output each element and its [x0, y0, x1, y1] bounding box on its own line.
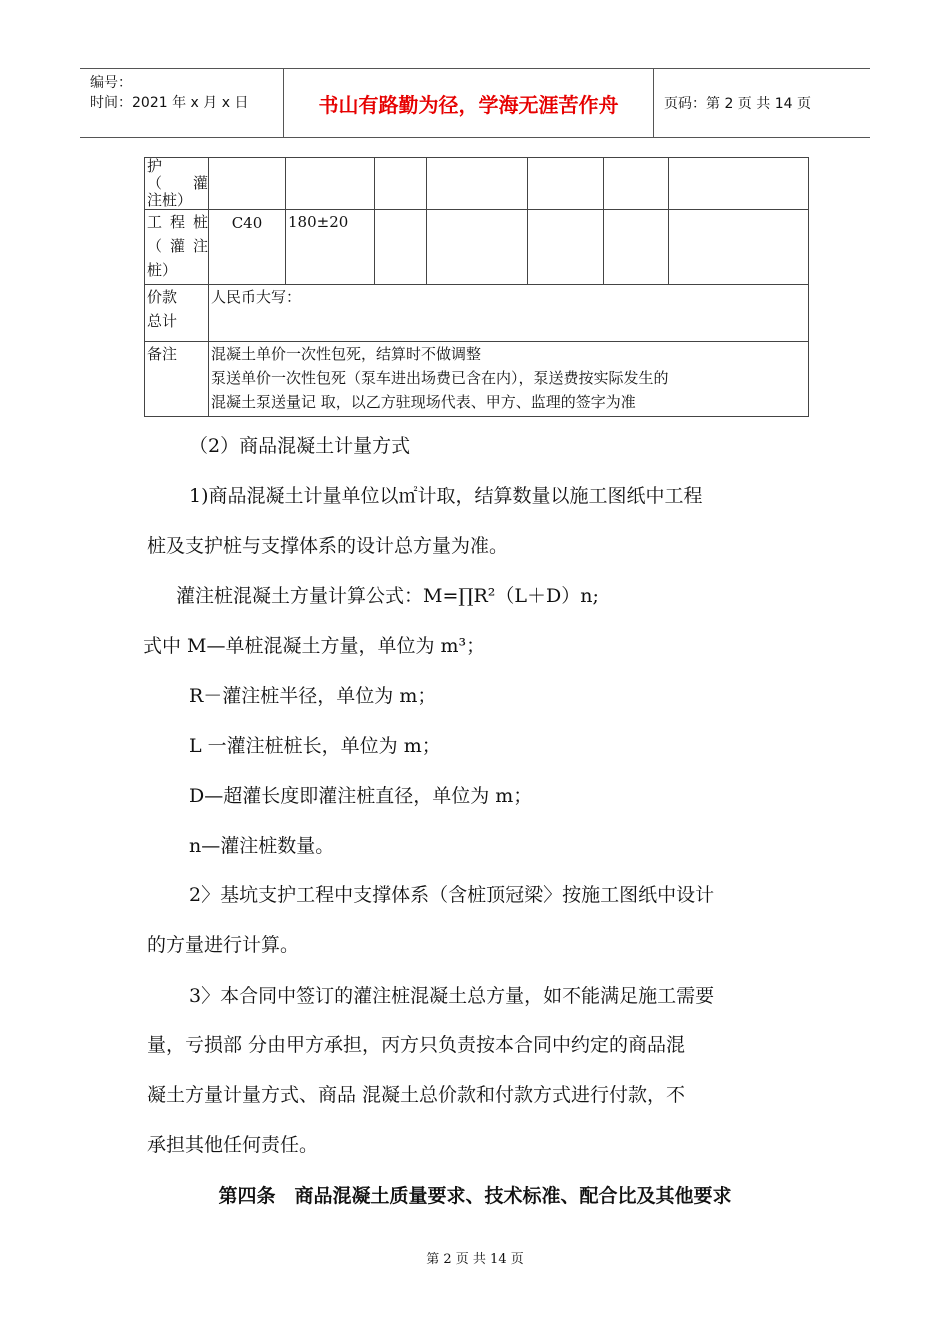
table-cell: C40: [209, 210, 286, 285]
table-cell: 人民币大写：: [209, 285, 809, 342]
header-divider: [653, 69, 654, 137]
table-cell: [528, 210, 604, 285]
article-heading: 第四条 商品混凝土质量要求、技术标准、配合比及其他要求: [218, 1185, 732, 1207]
cell-line: 价款: [147, 288, 178, 306]
header-motto: 书山有路勤为径，学海无涯苦作舟: [318, 92, 619, 117]
paragraph-line: R－灌注桩半径，单位为 m；: [189, 685, 437, 707]
section-heading: （2）商品混凝土计量方式: [189, 435, 411, 457]
table-cell: [375, 158, 427, 210]
document-number-label: 编号：: [90, 75, 132, 91]
paragraph-line: D—超灌长度即灌注桩直径，单位为 m；: [189, 785, 533, 807]
table-cell: [669, 158, 809, 210]
table-cell: [427, 158, 528, 210]
page-header: [80, 68, 870, 138]
table-cell: 180±20: [286, 210, 375, 285]
table-cell: [375, 210, 427, 285]
table-cell: [209, 158, 286, 210]
table-cell: [145, 285, 209, 342]
paragraph-line: 凝土方量计量方式、商品 混凝土总价款和付款方式进行付款，不: [147, 1084, 686, 1106]
table-cell: [528, 158, 604, 210]
table-row: [145, 342, 809, 417]
table-row: [145, 285, 809, 342]
table-cell: 备注: [145, 342, 209, 417]
table-cell: [145, 158, 209, 210]
table-cell: [427, 210, 528, 285]
paragraph-line: 2〉基坑支护工程中支撑体系（含桩顶冠梁〉按施工图纸中设计: [189, 884, 715, 906]
cell-line: 桩）: [147, 261, 178, 279]
table-cell: [209, 342, 809, 417]
paragraph-line: 的方量进行计算。: [147, 934, 300, 956]
cell-line: （灌注: [147, 237, 208, 255]
table-cell: [604, 158, 669, 210]
paragraph-line: 3〉本合同中签订的灌注桩混凝土总方量，如不能满足施工需要: [189, 985, 715, 1007]
table-cell: [145, 210, 209, 285]
paragraph-line: 1)商品混凝土计量单位以㎡计取，结算数量以施工图纸中工程: [189, 485, 703, 507]
header-meta: [90, 73, 280, 113]
table-cell: [604, 210, 669, 285]
remark-line: 混凝土单价一次性包死，结算时不做调整: [211, 345, 482, 363]
remark-line: 泵送单价一次性包死（泵车进出场费已含在内），泵送费按实际发生的: [211, 369, 669, 387]
table-row: [145, 158, 809, 210]
paragraph-line: 桩及支护桩与支撑体系的设计总方量为准。: [147, 535, 509, 557]
remark-line: 混凝土泵送量记 取，以乙方驻现场代表、甲方、监理的签字为准: [211, 393, 636, 411]
paragraph-line: 式中 M—单桩混凝土方量，单位为 m³；: [143, 635, 486, 657]
table-cell: [669, 210, 809, 285]
cell-line: （灌: [147, 174, 208, 192]
header-page-number: 页码：第 2 页 共 14 页: [664, 96, 811, 112]
paragraph-line: 承担其他任何责任。: [147, 1134, 319, 1156]
price-table: [144, 157, 809, 417]
cell-line: 护: [147, 157, 163, 175]
table-cell: [286, 158, 375, 210]
cell-line: 工程桩: [147, 213, 208, 231]
document-date-label: 时间：2021 年 x 月 x 日: [90, 95, 249, 111]
cell-line: 总计: [147, 312, 178, 330]
page-footer: 第 2 页 共 14 页: [426, 1252, 524, 1267]
table-row: [145, 210, 809, 285]
formula-line: 灌注桩混凝土方量计算公式：M=∏R²（L＋D）n;: [176, 585, 599, 607]
paragraph-line: n—灌注桩数量。: [189, 835, 335, 857]
paragraph-line: 量，亏损部 分由甲方承担，丙方只负责按本合同中约定的商品混: [147, 1034, 686, 1056]
paragraph-line: L 一灌注桩桩长，单位为 m；: [189, 735, 441, 757]
cell-line: 注桩）: [147, 191, 193, 209]
